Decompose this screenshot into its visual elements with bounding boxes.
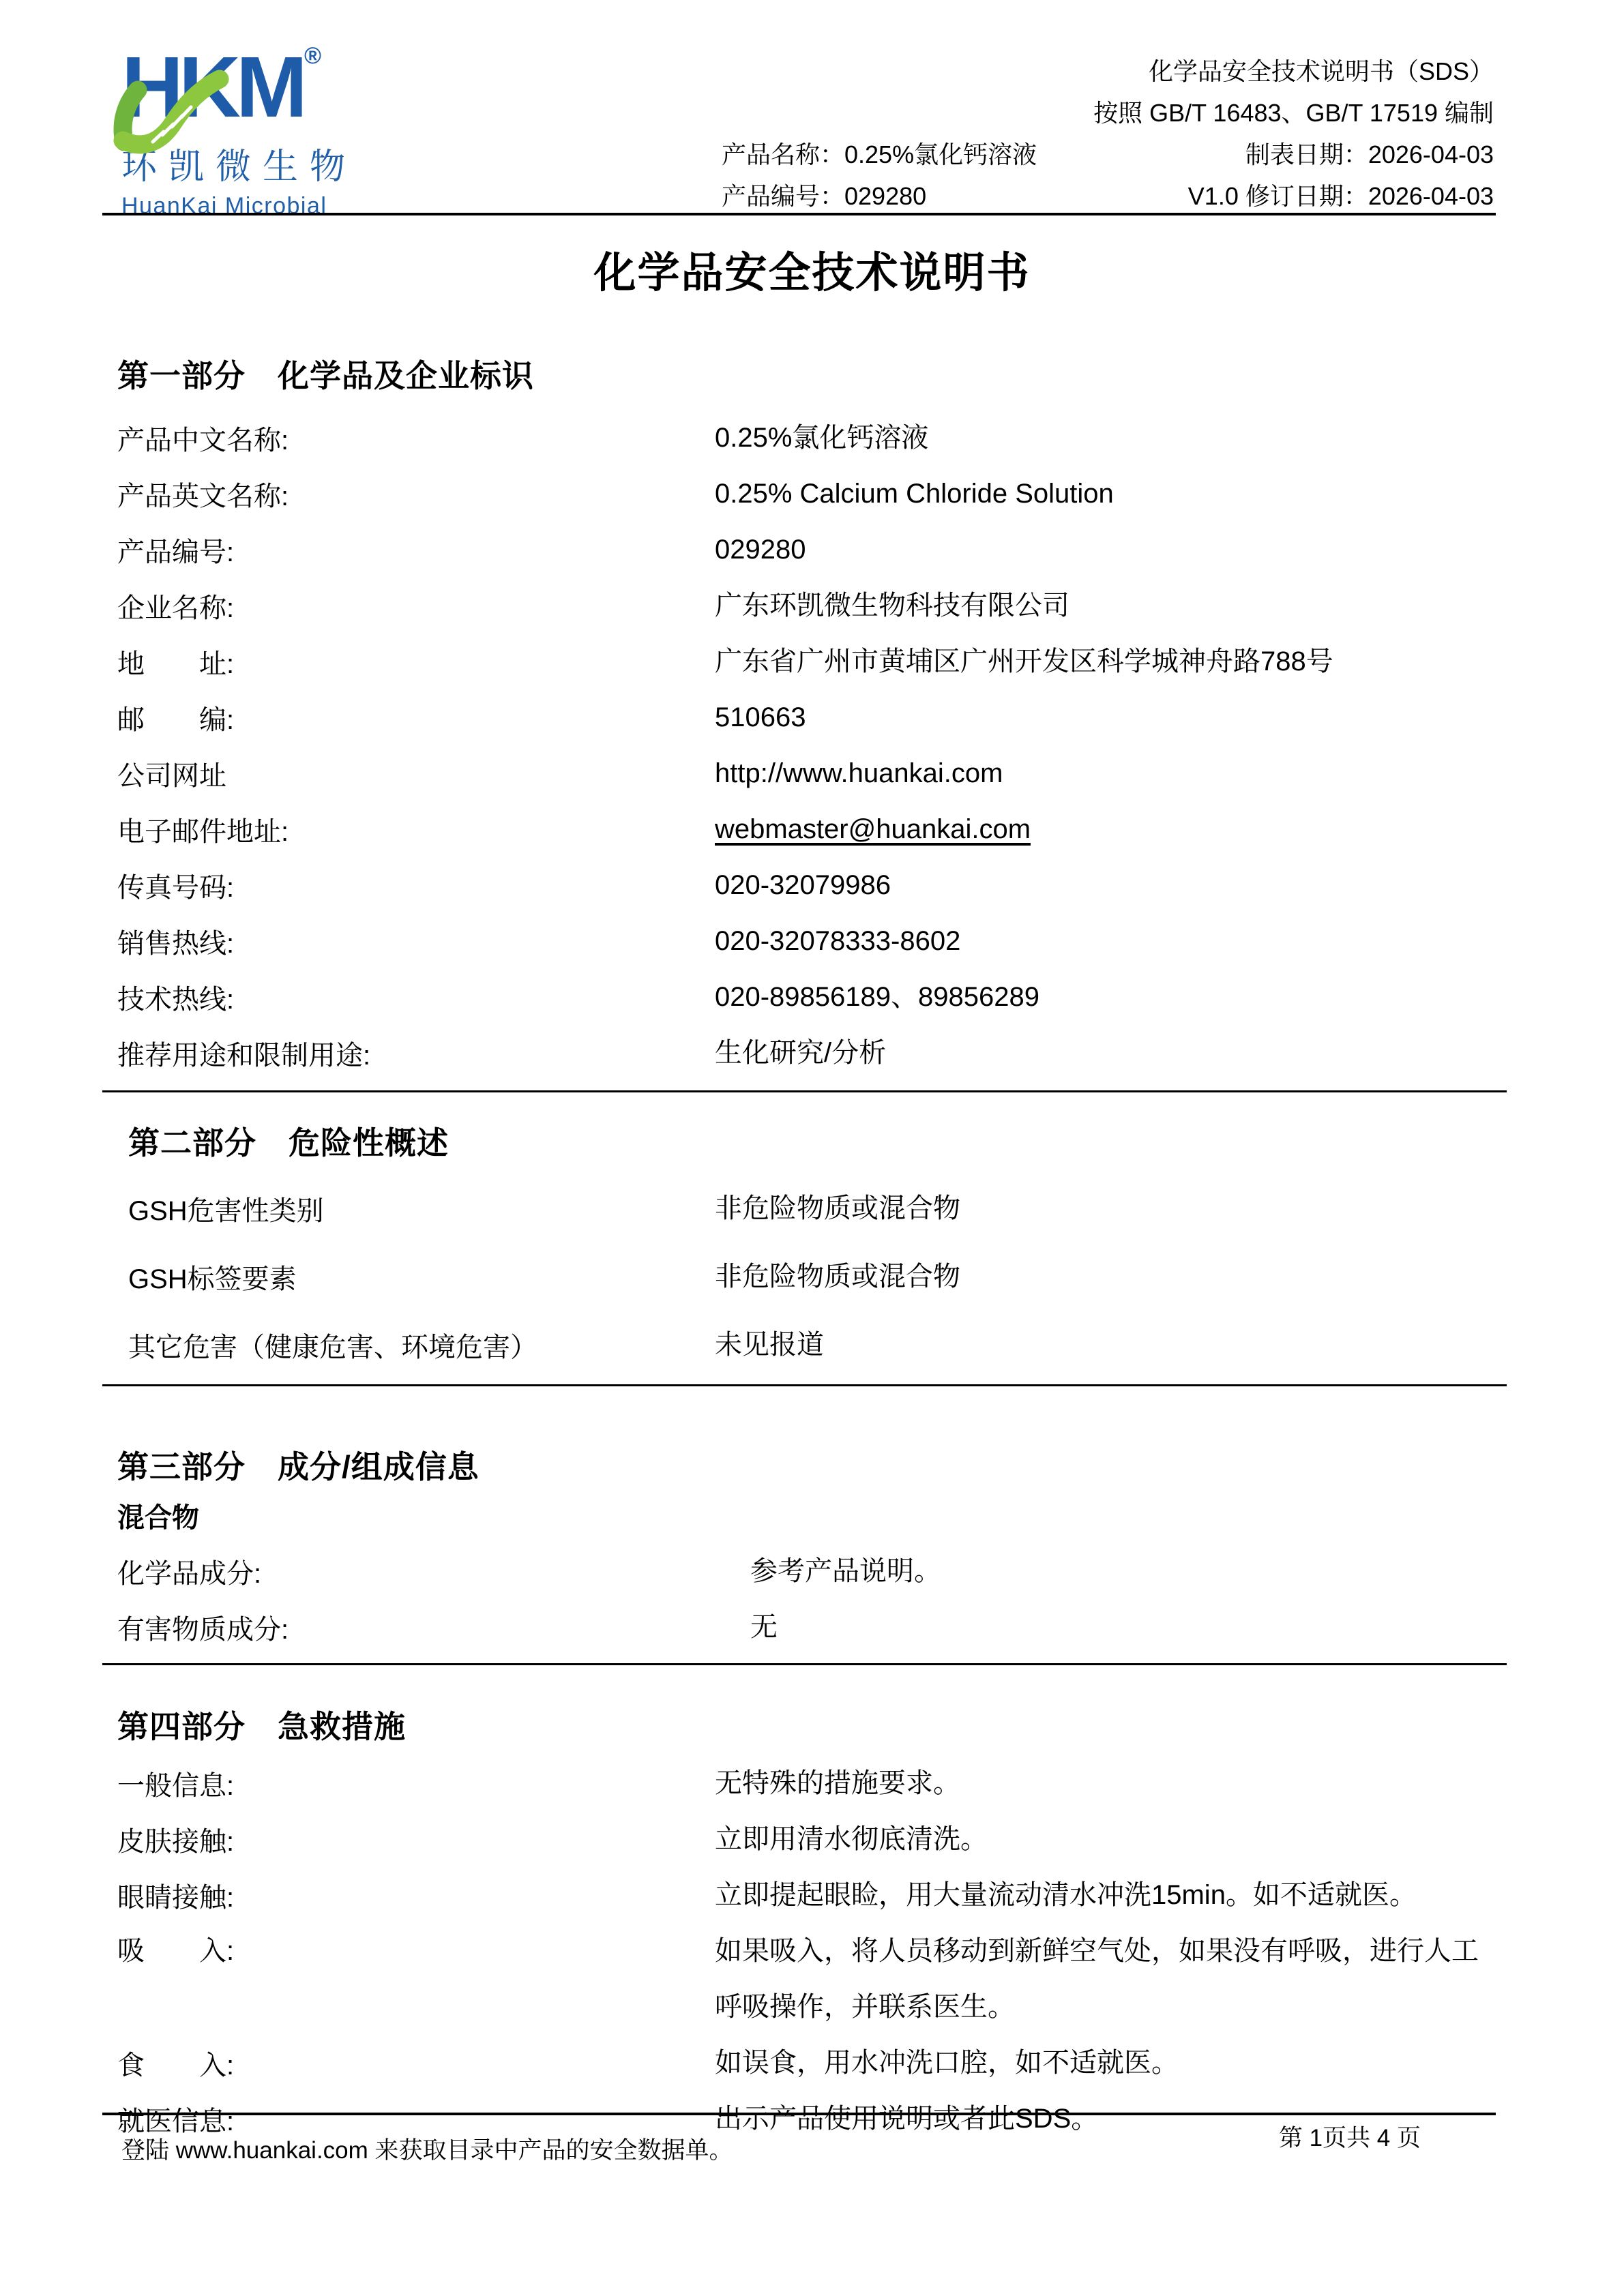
doc-type-line: 化学品安全技术说明书（SDS） — [1148, 57, 1494, 85]
field-row — [117, 2035, 1501, 2091]
field-label: 传真号码: — [117, 872, 235, 903]
product-name-line — [722, 132, 1494, 174]
header-info-block — [722, 49, 1494, 215]
section-1-heading: 第一部分 化学品及企业标识 — [117, 358, 534, 393]
field-row — [117, 633, 1501, 689]
section-hazards — [128, 1124, 1501, 1386]
field-row — [117, 1599, 1501, 1655]
product-code-line — [722, 174, 1494, 215]
page-indicator: 第 1页共 4 页 — [1278, 2125, 1421, 2151]
field-value: 非危险物质或混合物 — [715, 1262, 960, 1292]
field-row — [117, 466, 1501, 522]
header-divider — [102, 213, 1496, 215]
page-footer — [0, 2113, 1624, 2166]
field-value: 510663 — [715, 702, 806, 732]
field-value: 立即用清水彻底清洗。 — [715, 1824, 988, 1854]
field-label: GSH危害性类别 — [128, 1195, 324, 1226]
field-row — [117, 745, 1501, 801]
field-label: 食 入: — [117, 2050, 235, 2081]
field-label: 有害物质成分: — [117, 1614, 289, 1645]
field-row — [128, 1311, 1501, 1379]
header-product-code: 产品编号：029280 — [722, 182, 927, 210]
section-4-heading: 第四部分 急救措施 — [117, 1709, 406, 1744]
logo-hkm-text: HKM — [121, 39, 303, 135]
field-label: 产品英文名称: — [117, 481, 289, 511]
field-row — [117, 1867, 1501, 1923]
field-value: 如果吸入，将人员移动到新鲜空气处，如果没有呼吸，进行人工呼吸操作，并联系医生。 — [715, 1936, 1479, 2022]
field-row — [117, 1543, 1501, 1599]
field-value: 未见报道 — [715, 1330, 824, 1360]
field-value: 出示产品使用说明或者此SDS。 — [715, 2104, 1099, 2134]
field-label: 企业名称: — [117, 593, 235, 623]
section-2-heading: 第二部分 危险性概述 — [128, 1125, 449, 1161]
website-link: http://www.huankai.com — [715, 758, 1003, 788]
section-composition — [117, 1448, 1501, 1665]
field-label: 化学品成分: — [117, 1558, 262, 1589]
field-value: 020-89856189、89856289 — [715, 982, 1039, 1012]
field-value: 0.25% Calcium Chloride Solution — [715, 479, 1114, 509]
field-row — [117, 913, 1501, 969]
page-title: 化学品安全技术说明书 — [593, 250, 1031, 297]
footer-note: 登陆 www.huankai.com 来获取目录中产品的安全数据单。 — [121, 2137, 733, 2164]
divider — [102, 1663, 1507, 1665]
field-value: 广东省广州市黄埔区广州开发区科学城神舟路788号 — [715, 646, 1333, 676]
field-label: 销售热线: — [117, 928, 235, 959]
section-identification — [117, 357, 1501, 1092]
field-row — [117, 1025, 1501, 1081]
field-label: 邮 编: — [117, 704, 235, 735]
field-value: 020-32079986 — [715, 870, 891, 900]
field-row — [128, 1242, 1501, 1311]
field-label: 一般信息: — [117, 1770, 235, 1801]
standard-line: 按照 GB/T 16483、GB/T 17519 编制 — [1093, 99, 1494, 127]
field-row — [117, 578, 1501, 633]
field-row — [117, 857, 1501, 913]
field-label: 产品编号: — [117, 537, 235, 567]
field-row — [117, 801, 1501, 857]
field-row — [117, 522, 1501, 578]
company-logo — [121, 40, 401, 220]
field-label: 其它危害（健康危害、环境危害） — [128, 1332, 537, 1362]
field-label: 公司网址 — [117, 760, 226, 791]
registered-trademark-icon: ® — [304, 43, 322, 69]
field-value: 参考产品说明。 — [750, 1556, 941, 1586]
field-value: 非危险物质或混合物 — [715, 1193, 960, 1223]
field-label: GSH标签要素 — [128, 1264, 297, 1294]
field-value: 0.25%氯化钙溶液 — [715, 423, 929, 453]
section-first-aid — [117, 1708, 1501, 2147]
field-label: 推荐用途和限制用途: — [117, 1040, 371, 1071]
logo-wordmark — [121, 40, 401, 135]
field-row — [117, 410, 1501, 466]
field-label: 就医信息: — [117, 2106, 235, 2136]
field-label: 产品中文名称: — [117, 425, 289, 456]
field-value: 029280 — [715, 535, 806, 565]
email-link[interactable]: webmaster@huankai.com — [715, 814, 1031, 844]
divider — [102, 1090, 1507, 1092]
field-value: 生化研究/分析 — [715, 1038, 887, 1068]
field-value: 无 — [750, 1612, 778, 1642]
logo-cn-name: 环凯微生物 — [121, 147, 357, 187]
field-value: 无特殊的措施要求。 — [715, 1768, 960, 1798]
field-value: 如误食，用水冲洗口腔，如不适就医。 — [715, 2048, 1179, 2078]
field-value: 020-32078333-8602 — [715, 926, 961, 956]
field-row — [117, 689, 1501, 745]
field-label: 吸 入: — [117, 1936, 235, 1966]
field-row — [117, 969, 1501, 1025]
field-row — [117, 1755, 1501, 1811]
header-created-date: 制表日期：2026-04-03 — [1245, 140, 1494, 168]
section-3-heading: 第三部分 成分/组成信息 — [117, 1449, 479, 1485]
field-row — [128, 1174, 1501, 1242]
field-value: 立即提起眼睑，用大量流动清水冲洗15min。如不适就医。 — [715, 1880, 1417, 1910]
mixture-subheading: 混合物 — [117, 1503, 199, 1533]
header-revised-date: V1.0 修订日期：2026-04-03 — [1187, 182, 1494, 210]
document-header — [0, 0, 1624, 219]
field-row — [117, 1923, 1501, 2035]
field-label: 皮肤接触: — [117, 1826, 235, 1857]
field-label: 技术热线: — [117, 984, 235, 1015]
field-value: 广东环凯微生物科技有限公司 — [715, 591, 1069, 621]
header-product-name: 产品名称：0.25%氯化钙溶液 — [722, 140, 1037, 168]
logo-en-name: HuanKai Microbial — [121, 193, 327, 219]
field-label: 电子邮件地址: — [117, 816, 289, 847]
field-label: 地 址: — [117, 648, 235, 679]
field-row — [117, 1811, 1501, 1867]
divider — [102, 1384, 1507, 1386]
field-label: 眼睛接触: — [117, 1882, 235, 1913]
